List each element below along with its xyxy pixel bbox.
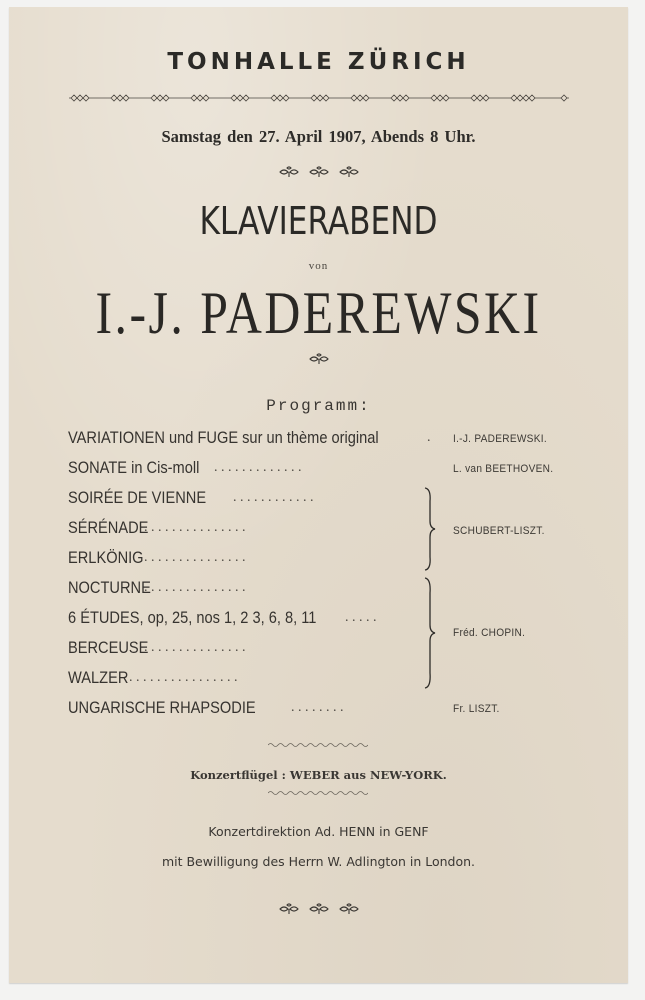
program-item — [68, 608, 357, 630]
program-item-title: NOCTURNE — [68, 578, 151, 597]
leader-dots: . . . . . . . . — [291, 700, 344, 715]
fleuron-icon — [308, 353, 330, 365]
piano-maker: WEBER aus NEW-YORK. — [289, 768, 447, 782]
program-heading: Programm: — [266, 397, 371, 415]
leader-dots: . . . . . . . . . . . . . — [214, 460, 302, 475]
von-label: von — [308, 260, 329, 272]
wavy-rule — [268, 742, 368, 748]
program-item-title: WALZER — [68, 668, 129, 687]
composer-name: L. van BEETHOVEN. — [453, 463, 554, 475]
program-item-title: SÉRÉNADE — [68, 518, 149, 537]
program-item-title: 6 ÉTUDES, op, 25, nos 1, 2 3, 6, 8, 11 — [68, 608, 317, 627]
program-item-title: BERCEUSE — [68, 638, 149, 657]
fleuron-icon — [338, 903, 360, 915]
piano-label: Konzertflügel : — [190, 768, 286, 782]
leader-dots: . . . . . . . . . . . . — [233, 490, 314, 505]
program-item — [68, 668, 138, 690]
program-item-title: ERLKÖNIG — [68, 548, 144, 567]
program-item-title: SOIRÉE DE VIENNE — [68, 488, 207, 507]
fleuron-icon — [308, 166, 330, 178]
program-item — [68, 548, 156, 570]
leader-dots: . . . . . — [345, 610, 377, 625]
program-item-title: VARIATIONEN und FUGE sur un thème original — [68, 428, 379, 447]
fleuron-divider — [9, 903, 628, 917]
composer-name: Fr. LISZT. — [453, 703, 500, 715]
leader-dots: . — [427, 430, 431, 445]
program-item-title: UNGARISCHE RHAPSODIE — [68, 698, 256, 717]
fleuron-icon — [308, 903, 330, 915]
program-item — [68, 428, 429, 450]
fleuron-divider — [9, 166, 628, 180]
fleuron-divider — [9, 353, 628, 367]
program-item — [68, 488, 229, 510]
program-item — [68, 458, 221, 480]
program-item — [68, 698, 286, 720]
wavy-rule — [268, 790, 368, 796]
concert-program-sheet — [9, 7, 628, 983]
composer-name: SCHUBERT-LISZT. — [453, 525, 545, 537]
event-title: KLAVIERABEND — [199, 199, 438, 243]
venue-name: TONHALLE ZÜRICH — [167, 49, 470, 75]
permission-line: mit Bewilligung des Herrn W. Adlington in London. — [161, 854, 476, 869]
leader-dots: . . . . . . . . . . . . . . . — [144, 640, 246, 655]
leader-dots: . . . . . . . . . . . . . . . — [144, 550, 246, 565]
composer-name: I.-J. PADEREWSKI. — [453, 433, 547, 445]
date-line: Samstag den 27. April 1907, Abends 8 Uhr. — [161, 127, 476, 146]
fleuron-icon — [278, 903, 300, 915]
fleuron-icon — [278, 166, 300, 178]
brace-chopin — [423, 577, 437, 689]
fleuron-icon — [338, 166, 360, 178]
ornamental-rule — [69, 93, 569, 103]
leader-dots: . . . . . . . . . . . . . . . . — [129, 670, 238, 685]
concert-direction: Konzertdirektion Ad. HENN in GENF — [208, 824, 429, 839]
performer-name: I.-J. PADEREWSKI — [95, 280, 542, 346]
leader-dots: . . . . . . . . . . . . . . . — [144, 520, 246, 535]
brace-schubert — [423, 487, 437, 571]
piano-line — [9, 768, 628, 782]
program-item-title: SONATE in Cis-moll — [68, 458, 200, 477]
composer-name: Fréd. CHOPIN. — [453, 627, 526, 639]
leader-dots: . . . . . . . . . . . . . . . — [144, 580, 246, 595]
